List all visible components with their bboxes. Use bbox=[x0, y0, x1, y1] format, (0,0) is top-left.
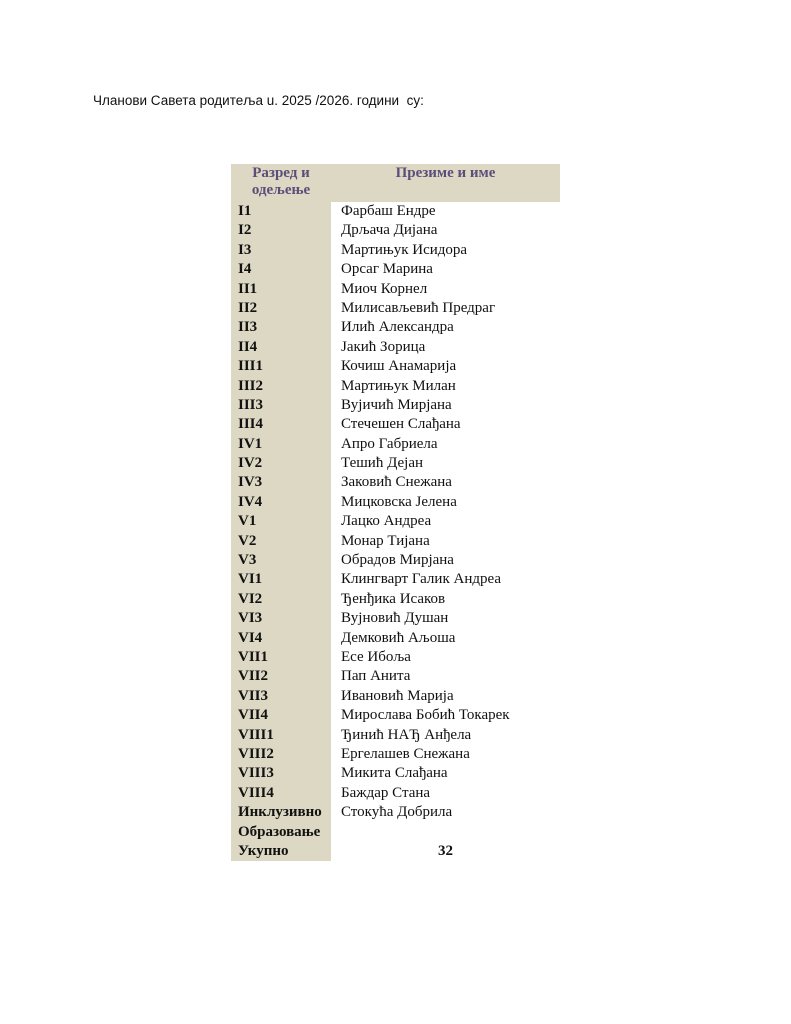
class-cell: Образовање bbox=[231, 823, 331, 842]
name-cell: Фарбаш Ендре bbox=[341, 203, 436, 219]
class-cell: II1 bbox=[231, 280, 331, 299]
name-cell: Клингварт Галик Андреа bbox=[341, 571, 501, 588]
name-cell: Илић Александра bbox=[341, 319, 454, 336]
class-cell: V3 bbox=[231, 551, 331, 570]
class-cell: IV1 bbox=[231, 435, 331, 454]
table-row bbox=[231, 493, 560, 512]
name-cell: Орсаг Марина bbox=[341, 261, 433, 278]
name-cell: Есе Ибоља bbox=[341, 648, 411, 665]
class-cell: III4 bbox=[231, 415, 331, 434]
class-cell: Инклузивно bbox=[231, 803, 331, 822]
name-cell: Стокућа Добрила bbox=[341, 804, 453, 821]
table-row bbox=[231, 415, 560, 434]
name-cell: Тешић Дејан bbox=[341, 455, 424, 472]
table-row bbox=[231, 648, 560, 667]
parents-council-table bbox=[231, 164, 560, 861]
table-row bbox=[231, 784, 560, 803]
name-cell: Баждар Стана bbox=[341, 784, 431, 801]
table-row bbox=[231, 590, 560, 609]
class-cell: I3 bbox=[231, 241, 331, 260]
table-row bbox=[231, 764, 560, 783]
table-row bbox=[231, 454, 560, 473]
class-cell: VII2 bbox=[231, 667, 331, 686]
name-cell: Милисављевић Предраг bbox=[341, 299, 496, 316]
table-row bbox=[231, 745, 560, 764]
class-cell: III1 bbox=[231, 357, 331, 376]
table-row bbox=[231, 241, 560, 260]
name-cell: Кочиш Анамарија bbox=[341, 358, 457, 375]
class-cell: VIII2 bbox=[231, 745, 331, 764]
class-cell: II3 bbox=[231, 318, 331, 337]
class-cell: IV2 bbox=[231, 454, 331, 473]
class-cell: VIII3 bbox=[231, 764, 331, 783]
table-row bbox=[231, 338, 560, 357]
name-cell: Вујичић Мирјана bbox=[341, 396, 452, 413]
table-row bbox=[231, 202, 560, 221]
class-cell: VII3 bbox=[231, 687, 331, 706]
total-row bbox=[231, 842, 560, 861]
name-cell: Пап Анита bbox=[341, 668, 411, 685]
table-row bbox=[231, 318, 560, 337]
name-cell: Мицковска Јелена bbox=[341, 493, 457, 510]
class-cell: VI1 bbox=[231, 570, 331, 589]
name-cell: Заковић Снежана bbox=[341, 474, 452, 491]
name-cell: Микита Слађана bbox=[341, 765, 448, 782]
table-row bbox=[231, 357, 560, 376]
class-cell: IV4 bbox=[231, 493, 331, 512]
class-cell: VIII4 bbox=[231, 784, 331, 803]
table-row bbox=[231, 512, 560, 531]
class-cell: VI3 bbox=[231, 609, 331, 628]
name-cell: Мирослава Бобић Токарек bbox=[341, 707, 510, 724]
total-value: 32 bbox=[438, 842, 453, 859]
class-cell: I4 bbox=[231, 260, 331, 279]
header-class-line2: одељење bbox=[251, 182, 311, 198]
table-row bbox=[231, 280, 560, 299]
table-row bbox=[231, 726, 560, 745]
class-cell: III3 bbox=[231, 396, 331, 415]
name-cell: Вујновић Душан bbox=[341, 610, 449, 627]
intro-text: Чланови Савета родитеља u. 2025 /2026. години су: bbox=[93, 93, 424, 108]
name-cell bbox=[331, 823, 560, 842]
class-cell: IV3 bbox=[231, 473, 331, 492]
name-cell: Мартињук Милан bbox=[341, 377, 456, 394]
class-cell: I2 bbox=[231, 221, 331, 240]
class-cell: VI2 bbox=[231, 590, 331, 609]
name-cell: Лацко Андреа bbox=[341, 513, 432, 530]
class-cell: II4 bbox=[231, 338, 331, 357]
table-row bbox=[231, 260, 560, 279]
name-cell: Монар Тијана bbox=[341, 532, 430, 549]
table-row bbox=[231, 377, 560, 396]
table-row bbox=[231, 551, 560, 570]
name-cell: Ђенђика Исаков bbox=[341, 590, 446, 607]
class-cell: III2 bbox=[231, 377, 331, 396]
table-header bbox=[231, 164, 560, 202]
table-row bbox=[231, 570, 560, 589]
name-cell: Демковић Аљоша bbox=[341, 629, 456, 646]
name-cell: Јакић Зорица bbox=[341, 338, 426, 355]
name-cell: Апро Габриела bbox=[341, 435, 438, 452]
table-row bbox=[231, 823, 560, 842]
table-row bbox=[231, 803, 560, 822]
table-row bbox=[231, 609, 560, 628]
table-row bbox=[231, 532, 560, 551]
class-cell: VII4 bbox=[231, 706, 331, 725]
class-cell: VII1 bbox=[231, 648, 331, 667]
table-row bbox=[231, 706, 560, 725]
header-name: Презиме и име bbox=[395, 165, 496, 181]
class-cell: VIII1 bbox=[231, 726, 331, 745]
table-row bbox=[231, 435, 560, 454]
table-row bbox=[231, 221, 560, 240]
class-cell: I1 bbox=[231, 202, 331, 221]
header-class-line1: Разред и bbox=[252, 165, 310, 181]
class-cell: II2 bbox=[231, 299, 331, 318]
class-cell: V2 bbox=[231, 532, 331, 551]
name-cell: Стечешен Слађана bbox=[341, 416, 461, 433]
name-cell: Обрадов Мирјана bbox=[341, 552, 454, 569]
total-label: Укупно bbox=[231, 842, 331, 861]
class-cell: VI4 bbox=[231, 629, 331, 648]
class-cell: V1 bbox=[231, 512, 331, 531]
name-cell: Мартињук Исидора bbox=[341, 241, 468, 258]
name-cell: Ђинић НАЂ Анђела bbox=[341, 726, 472, 743]
table-row bbox=[231, 667, 560, 686]
name-cell: Ергелашев Снежана bbox=[341, 745, 470, 762]
table-row bbox=[231, 473, 560, 492]
table-row bbox=[231, 687, 560, 706]
name-cell: Миоч Корнел bbox=[341, 280, 428, 297]
table-body bbox=[231, 202, 560, 842]
name-cell: Дрљача Дијана bbox=[341, 222, 438, 239]
name-cell: Ивановић Марија bbox=[341, 687, 454, 704]
header-class bbox=[231, 164, 331, 202]
table-row bbox=[231, 299, 560, 318]
table-row bbox=[231, 629, 560, 648]
table-row bbox=[231, 396, 560, 415]
